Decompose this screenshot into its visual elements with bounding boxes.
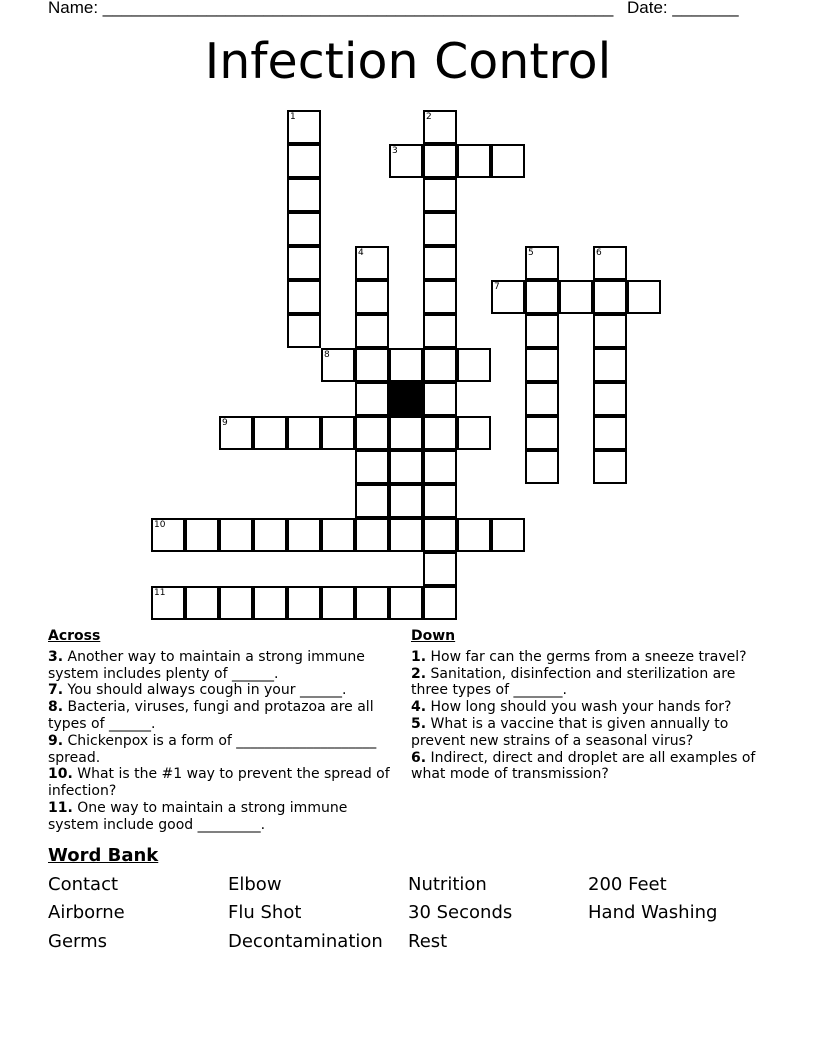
clue-number: 10. bbox=[48, 766, 73, 783]
grid-cell[interactable] bbox=[423, 416, 457, 450]
grid-cell[interactable] bbox=[423, 280, 457, 314]
grid-cell[interactable] bbox=[457, 144, 491, 178]
grid-cell[interactable] bbox=[185, 518, 219, 552]
grid-cell[interactable] bbox=[219, 416, 253, 450]
grid-cell[interactable] bbox=[423, 484, 457, 518]
clue-text: Sanitation, disinfection and sterilization are three types of _______. bbox=[411, 665, 736, 699]
grid-cell[interactable] bbox=[491, 144, 525, 178]
grid-cell[interactable] bbox=[355, 586, 389, 620]
clue-down-5 bbox=[411, 716, 761, 750]
grid-cell[interactable] bbox=[423, 450, 457, 484]
clue-text: Another way to maintain a strong immune system includes plenty of ______. bbox=[48, 648, 365, 682]
grid-cell[interactable] bbox=[423, 348, 457, 382]
date-field[interactable]: Date: _______ bbox=[627, 0, 739, 17]
grid-cell[interactable] bbox=[355, 280, 389, 314]
clue-down-2 bbox=[411, 666, 761, 700]
word-bank-item: Flu Shot bbox=[228, 902, 302, 923]
grid-cell[interactable] bbox=[559, 280, 593, 314]
grid-cell[interactable] bbox=[423, 314, 457, 348]
grid-cell[interactable] bbox=[423, 518, 457, 552]
grid-cell[interactable] bbox=[423, 552, 457, 586]
grid-cell[interactable] bbox=[185, 586, 219, 620]
grid-cell[interactable] bbox=[287, 144, 321, 178]
grid-cell[interactable] bbox=[287, 246, 321, 280]
grid-cell[interactable] bbox=[593, 348, 627, 382]
clue-text: Indirect, direct and droplet are all examples of what mode of transmission? bbox=[411, 749, 756, 783]
cell-number: 5 bbox=[528, 248, 534, 258]
cell-number: 7 bbox=[494, 282, 500, 292]
grid-cell[interactable] bbox=[491, 280, 525, 314]
clue-text: How far can the germs from a sneeze travel? bbox=[430, 648, 747, 665]
word-bank-item: Hand Washing bbox=[588, 902, 718, 923]
clue-number: 7. bbox=[48, 682, 64, 699]
word-bank-title: Word Bank bbox=[48, 845, 159, 866]
grid-cell[interactable] bbox=[355, 348, 389, 382]
grid-cell[interactable] bbox=[389, 586, 423, 620]
clue-number: 6. bbox=[411, 749, 427, 766]
grid-cell[interactable] bbox=[389, 518, 423, 552]
clue-text: Bacteria, viruses, fungi and protazoa are all types of ______. bbox=[48, 699, 374, 732]
clue-down-6 bbox=[411, 750, 761, 784]
name-field[interactable]: Name: ______________________________________________________ bbox=[48, 0, 614, 17]
grid-cell[interactable] bbox=[287, 110, 321, 144]
clue-number: 1. bbox=[411, 648, 427, 665]
grid-cell[interactable] bbox=[321, 586, 355, 620]
word-bank-item: 30 Seconds bbox=[408, 902, 513, 923]
grid-cell[interactable] bbox=[593, 416, 627, 450]
down-heading: Down bbox=[411, 628, 456, 644]
clue-number: 2. bbox=[411, 665, 427, 682]
clue-across-7 bbox=[48, 682, 398, 699]
clue-down-1 bbox=[411, 649, 761, 666]
grid-cell[interactable] bbox=[287, 178, 321, 212]
grid-cell[interactable] bbox=[593, 314, 627, 348]
clue-number: 11. bbox=[48, 799, 73, 816]
cell-number: 8 bbox=[324, 350, 330, 360]
grid-cell[interactable] bbox=[423, 382, 457, 416]
word-bank-item: Airborne bbox=[48, 902, 125, 923]
grid-cell[interactable] bbox=[457, 518, 491, 552]
cell-number: 1 bbox=[290, 112, 296, 122]
grid-cell[interactable] bbox=[423, 110, 457, 144]
grid-cell[interactable] bbox=[525, 246, 559, 280]
clue-text: One way to maintain a strong immune system include good _________. bbox=[48, 799, 348, 833]
word-bank-item: Nutrition bbox=[408, 874, 487, 895]
grid-cell[interactable] bbox=[389, 484, 423, 518]
cell-number: 4 bbox=[358, 248, 364, 258]
word-bank-item: Decontamination bbox=[228, 931, 383, 952]
word-bank-item: 200 Feet bbox=[588, 874, 667, 895]
word-bank-item: Contact bbox=[48, 874, 119, 895]
clue-text: How long should you wash your hands for? bbox=[430, 699, 732, 716]
grid-cell[interactable] bbox=[423, 212, 457, 246]
grid-cell[interactable] bbox=[287, 586, 321, 620]
cell-number: 11 bbox=[154, 588, 166, 598]
across-clues bbox=[48, 628, 398, 834]
grid-cell[interactable] bbox=[491, 518, 525, 552]
grid-cell[interactable] bbox=[423, 246, 457, 280]
grid-cell[interactable] bbox=[355, 382, 389, 416]
grid-cell[interactable] bbox=[355, 246, 389, 280]
clue-text: You should always cough in your ______. bbox=[67, 682, 347, 699]
grid-cell[interactable] bbox=[287, 518, 321, 552]
word-bank-item: Rest bbox=[408, 931, 448, 952]
grid-cell[interactable] bbox=[321, 518, 355, 552]
grid-cell[interactable] bbox=[593, 280, 627, 314]
clue-number: 4. bbox=[411, 699, 427, 716]
grid-cell[interactable] bbox=[593, 382, 627, 416]
grid-cell[interactable] bbox=[253, 518, 287, 552]
clue-across-3 bbox=[48, 649, 398, 683]
clue-number: 5. bbox=[411, 715, 427, 732]
word-bank-item: Elbow bbox=[228, 874, 282, 895]
grid-cell[interactable] bbox=[355, 314, 389, 348]
cell-number: 2 bbox=[426, 112, 432, 122]
clue-across-11 bbox=[48, 800, 398, 834]
grid-cell[interactable] bbox=[389, 416, 423, 450]
grid-cell[interactable] bbox=[627, 280, 661, 314]
clue-number: 3. bbox=[48, 648, 64, 665]
grid-cell[interactable] bbox=[423, 178, 457, 212]
grid-cell[interactable] bbox=[423, 586, 457, 620]
grid-cell[interactable] bbox=[525, 382, 559, 416]
grid-cell[interactable] bbox=[253, 416, 287, 450]
grid-cell[interactable] bbox=[525, 450, 559, 484]
clue-number: 8. bbox=[48, 699, 64, 716]
grid-cell[interactable] bbox=[389, 450, 423, 484]
clue-across-9 bbox=[48, 733, 398, 767]
word-bank-item: Germs bbox=[48, 931, 108, 952]
grid-cell[interactable] bbox=[525, 348, 559, 382]
clue-number: 9. bbox=[48, 732, 64, 749]
grid-cell[interactable] bbox=[287, 212, 321, 246]
clue-text: What is a vaccine that is given annually to prevent new strains of a seasonal virus? bbox=[411, 715, 729, 749]
grid-cell[interactable] bbox=[525, 314, 559, 348]
clue-down-4 bbox=[411, 699, 761, 716]
grid-cell[interactable] bbox=[593, 246, 627, 280]
grid-cell[interactable] bbox=[355, 518, 389, 552]
grid-cell[interactable] bbox=[355, 450, 389, 484]
clue-text: Chickenpox is a form of ____________________ spread. bbox=[48, 732, 377, 766]
grid-cell[interactable] bbox=[457, 416, 491, 450]
grid-cell[interactable] bbox=[219, 586, 253, 620]
grid-cell[interactable] bbox=[321, 416, 355, 450]
grid-cell[interactable] bbox=[593, 450, 627, 484]
grid-cell[interactable] bbox=[457, 348, 491, 382]
grid-cell[interactable] bbox=[287, 280, 321, 314]
black-cell bbox=[389, 382, 423, 416]
grid-cell[interactable] bbox=[423, 144, 457, 178]
grid-cell[interactable] bbox=[355, 416, 389, 450]
clue-across-10 bbox=[48, 766, 398, 800]
clue-text: What is the #1 way to prevent the spread of infection? bbox=[48, 766, 390, 800]
grid-cell[interactable] bbox=[321, 348, 355, 382]
grid-cell[interactable] bbox=[287, 416, 321, 450]
grid-cell[interactable] bbox=[253, 586, 287, 620]
grid-cell[interactable] bbox=[287, 314, 321, 348]
grid-cell[interactable] bbox=[389, 348, 423, 382]
grid-cell[interactable] bbox=[525, 280, 559, 314]
grid-cell[interactable] bbox=[525, 416, 559, 450]
grid-cell[interactable] bbox=[151, 518, 185, 552]
cell-number: 10 bbox=[154, 520, 166, 530]
cell-number: 3 bbox=[392, 146, 398, 156]
clue-across-8 bbox=[48, 699, 398, 733]
grid-cell[interactable] bbox=[389, 144, 423, 178]
grid-cell[interactable] bbox=[355, 484, 389, 518]
grid-cell[interactable] bbox=[151, 586, 185, 620]
down-clues bbox=[411, 628, 761, 783]
across-heading: Across bbox=[48, 628, 101, 644]
cell-number: 9 bbox=[222, 418, 228, 428]
grid-cell[interactable] bbox=[219, 518, 253, 552]
page-title: Infection Control bbox=[204, 33, 612, 90]
cell-number: 6 bbox=[596, 248, 602, 258]
